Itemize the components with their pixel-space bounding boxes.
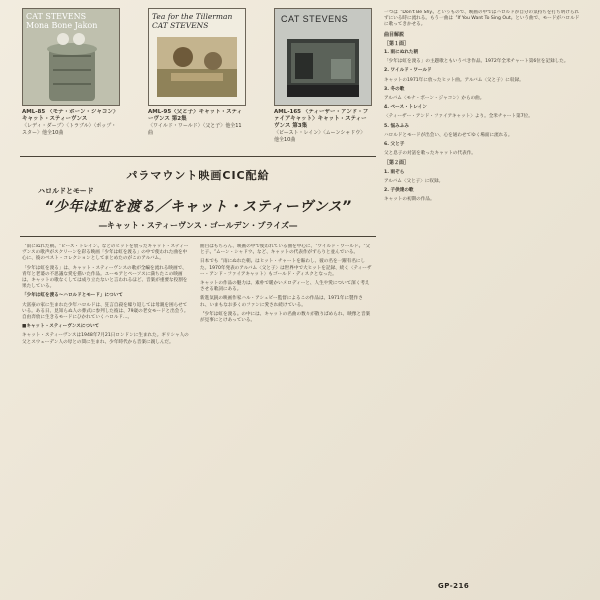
left-heading-1: 「少年は虹を渡る～ハロルドとモード」について [22, 293, 123, 299]
catalog-number: GP-216 [438, 582, 470, 590]
left-paragraph-4: キャット・スティーヴンスは1948年7月21日ロンドンに生まれた。ギリシャ人の父とスウェーデン人の母との間に生まれ、少年時代から音楽に親しんだ。 [22, 333, 189, 345]
mid-paragraph-3: キャットの作品の魅力は、素朴で暖かいメロディーと、人生や愛について深く考えさせる歌詞にある。 [200, 281, 370, 293]
mid-paragraph-1: 曲目はもちろん、映画の中で使われている曲を中心に、〝ワイルド・ワールド〟〝父と子〟〝ムーン・シャドウ〟など、キャットの代表作がずらりと並んでいる。 [200, 244, 371, 256]
mid-paragraph-4: 新進気鋭の映画作家ハル・アシュビー監督によるこの作品は、1971年に製作され、いまもなお多くのファンに愛され続けている。 [200, 296, 363, 308]
album-caption-1 [22, 109, 118, 143]
left-column-text [22, 244, 190, 590]
album-caption-title-3: AML-165 〈ティーザー・アンド・ファイアキャット〉キャット・スティーヴンス 第3集 [274, 109, 369, 129]
track-5-title: 5. 悩みふみ [384, 123, 409, 129]
album-thumbnail-3 [274, 8, 370, 143]
track-1-notes: 「少年は虹を渡る」の主題歌ともいうべき作品。1972年全米チャート第6位を記録した。 [384, 59, 569, 65]
album-caption-3 [274, 109, 370, 143]
track-8-notes: キャットの初期の作品。 [384, 197, 435, 203]
album-caption-2 [148, 109, 244, 143]
album-cover-1 [22, 8, 120, 106]
track-4-notes: 〈ティーザー・アンド・ファイアキャット〉より。全米チャート第7位。 [384, 114, 533, 120]
track-7-notes: アルバム〈父と子〉に収録。 [384, 178, 444, 184]
album-caption-title-1: AML-85 〈モナ・ボーン・ジャコン〉キャット・スティーヴンス [22, 109, 116, 122]
side-one-heading: ［第１面］ [384, 40, 410, 47]
page-title: “少年は虹を渡る／キャット・スティーヴンス” [44, 199, 352, 215]
track-6-notes: 父と息子の対話を歌ったキャットの代表作。 [384, 151, 476, 157]
side-two-heading: ［第２面］ [384, 160, 410, 167]
mid-paragraph-5: 〝少年は虹を渡る〟の中には、キャットの名曲の数々が散りばめられ、映像と音楽が見事にとけあっている。 [200, 311, 371, 324]
presents-line [20, 164, 376, 183]
track-5-notes: ハロルドとモードが出会い、心を通わせてゆく場面に流れる。 [384, 132, 513, 138]
track-3-notes: アルバム〈モナ・ボーン・ジャコン〉からの曲。 [384, 96, 485, 102]
album-thumbnail-2 [148, 8, 244, 143]
track-list-heading: 曲目解説 [384, 31, 405, 38]
left-paragraph-1: 〝雨にぬれた朝〟〝ピース・トレイン〟などのヒットを放ったキャット・スティーヴンスの歌声がスクリーンを彩る映画「少年は虹を渡る」の中で使われた曲を中心に、彼のベスト・コレクションとしてまとめたのがこのアルバム。 [22, 244, 189, 262]
right-column-text [384, 10, 580, 576]
album-caption-body-1: 〈レディ・ダーブ〉〈トラブル〉〈ポップ・スター〉他全10曲 [22, 123, 117, 136]
track-8-title: 2. 子供達の歌 [384, 188, 414, 194]
left-paragraph-2: 「少年は虹を渡る」は、キャット・スティーヴンスの歌が全編を流れる映画で、青年と老婆の不思議な愛を描いた作品。ユーモアとペーソスに満ちたこの映画は、キャットの歌なくしては成り立たないと言われるほど、音楽が重要な役割を果たしている。 [22, 265, 188, 290]
subhead: ハロルドとモード [38, 187, 94, 195]
track-2-title: 2. ワイルド・ワールド [384, 68, 432, 74]
mid-paragraph-2: 日本でも〝雨にぬれた朝〟はヒット・チャートを賑わし、彼の名を一躍有名にした。1970年発表のアルバム〈父と子〉は世界中で大ヒットを記録、続く〈ティーザー・アンド・ファイアキャット〉もゴールド・ディスクとなった。 [200, 259, 372, 277]
track-6-title: 6. 父と子 [384, 142, 405, 148]
album-cover-title-1: CAT STEVENS Mona Bone Jakon [26, 12, 98, 30]
album-cover-2 [148, 8, 246, 106]
album-cover-title-2: Tea for the Tillerman CAT STEVENS [152, 12, 233, 30]
album-caption-title-2: AML-95〈父と子〉キャット・スティーヴンス 第2集 [148, 109, 243, 122]
album-caption-body-2: 〈ワイルド・ワールド〉〈父と子〉他全11曲 [148, 123, 242, 136]
album-caption-body-3: 〈ピースト・レイン〉〈ムーンシャドウ〉他全10曲 [274, 130, 366, 143]
track-4-title: 4. ペース・トレイン [384, 105, 427, 111]
album-thumbnail-1 [22, 8, 118, 143]
presents-text: パラマウント映画CIC配給 [126, 169, 270, 182]
track-2-notes: キャットの1971年に放ったヒット曲。アルバム〈父と子〉に収録。 [384, 77, 524, 83]
middle-column-text [200, 244, 372, 590]
track-7-title: 1. 雨ぞら [384, 169, 405, 175]
left-heading-2: ■キャット・スティーヴンスについて [22, 324, 100, 330]
title-rule-bottom [20, 236, 376, 237]
album-cover-title-3: CAT STEVENS [281, 14, 349, 24]
track-1-title: 1. 雨にぬれた朝 [384, 50, 419, 56]
album-cover-3 [274, 8, 372, 106]
title-rule-top [20, 156, 376, 157]
right-intro: 一つは〝Don't Be Shy〟というもので、映画の中ではハロルドが自分の気持ちを打ち明けられずにいる時に流れる。もう一曲は〝If You Want To Sing Out〟という曲で、モードがハロルドに歌ってきかせる。 [384, 10, 580, 28]
page-subtitle: ―キャット・スティーヴンス・ゴールデン・プライズ― [98, 221, 298, 230]
track-3-title: 3. 冬の歌 [384, 86, 405, 92]
left-paragraph-3: 大富豪の家に生まれた少年ハロルドは、狂言自殺を繰り返しては母親を困らせている。ある日、見知らぬ人の葬式に参列した彼は、79歳の老女モードと出会う。自由奔放に生きるモードにひかれていくハロルド…。 [22, 302, 189, 321]
